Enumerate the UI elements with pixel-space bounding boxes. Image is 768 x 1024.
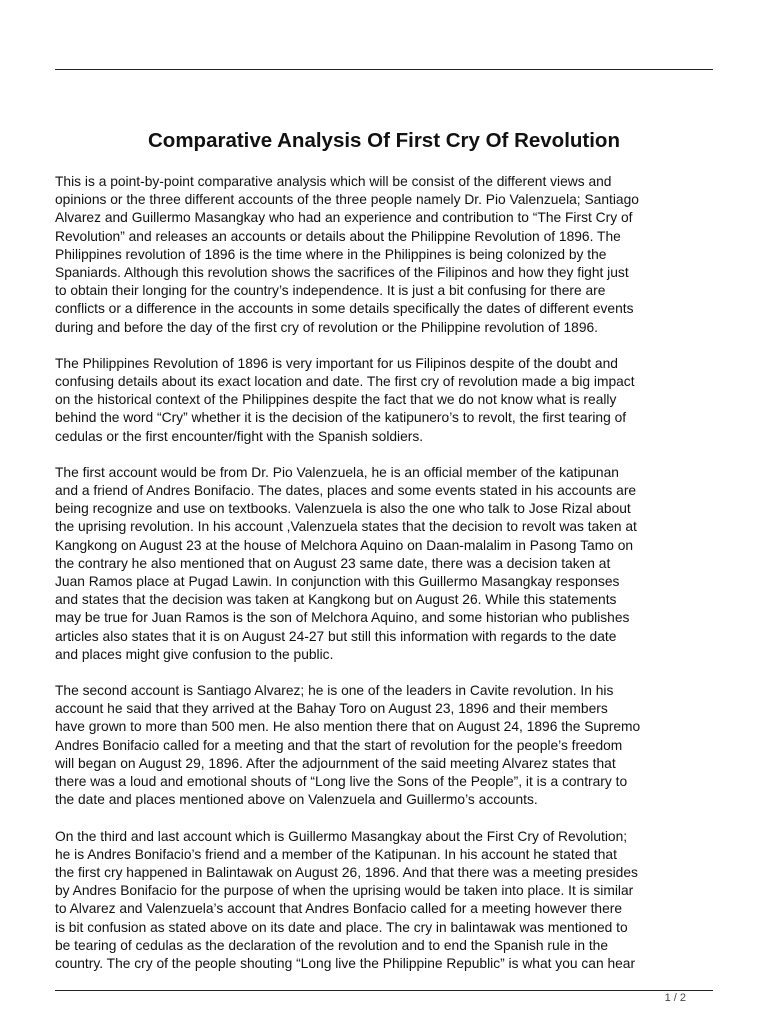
page-indicator: 1 / 2 bbox=[664, 992, 686, 1004]
text-line: have grown to more than 500 men. He also mention there that on August 24, 1896 the Supremo bbox=[55, 719, 641, 735]
text-line: the first cry happened in Balintawak on August 26, 1896. And that there was a meeting presides bbox=[55, 864, 638, 880]
text-line: cedulas or the first encounter/fight with the Spanish soldiers. bbox=[55, 428, 424, 444]
text-line: to Alvarez and Valenzuela’s account that Andres Bonfacio called for a meeting however there bbox=[55, 901, 623, 917]
text-line: he is Andres Bonifacio’s friend and a member of the Katipunan. In his account he stated that bbox=[55, 846, 617, 862]
text-line: the contrary he also mentioned that on August 23 same date, there was a decision taken at bbox=[55, 555, 611, 571]
paragraph-2 bbox=[55, 355, 719, 446]
text-line: Juan Ramos place at Pugad Lawin. In conjunction with this Guillermo Masangkay responses bbox=[55, 574, 620, 590]
text-line: account he said that they arrived at the Bahay Toro on August 23, 1896 and their members bbox=[55, 701, 608, 717]
text-line: and a friend of Andres Bonifacio. The dates, places and some events stated in his accounts are bbox=[55, 483, 637, 499]
text-line: by Andres Bonifacio for the purpose of when the uprising would be taken into place. It is similar bbox=[55, 883, 634, 899]
text-line: Kangkong on August 23 at the house of Melchora Aquino on Daan-malalim in Pasong Tamo on bbox=[55, 537, 634, 553]
paragraph-3 bbox=[55, 464, 719, 664]
text-line: may be true for Juan Ramos is the son of Melchora Aquino, and some historian who publishes bbox=[55, 610, 630, 626]
footer-rule bbox=[55, 990, 713, 991]
text-line: there was a loud and emotional shouts of “Long live the Sons of the People”, it is a contrary to bbox=[55, 774, 628, 790]
document-title: Comparative Analysis Of First Cry Of Revolution bbox=[148, 129, 620, 152]
paragraph-1 bbox=[55, 173, 719, 337]
text-line: confusing details about its exact location and date. The first cry of revolution made a big impact bbox=[55, 374, 635, 390]
text-line: being recognize and use on textbooks. Valenzuela is also the one who talk to Jose Rizal about bbox=[55, 501, 631, 517]
text-line: be tearing of cedulas as the declaration of the revolution and to end the Spanish rule in the bbox=[55, 937, 609, 953]
text-line: articles also states that it is on August 24-27 but still this information with regards to the date bbox=[55, 628, 617, 644]
header-rule bbox=[55, 69, 713, 70]
text-line: Revolution” and releases an accounts or details about the Philippine Revolution of 1896. The bbox=[55, 228, 621, 244]
text-line: is bit confusion as stated above on its date and place. The cry in balintawak was mentioned to bbox=[55, 919, 628, 935]
text-line: On the third and last account which is Guillermo Masangkay about the First Cry of Revolution; bbox=[55, 828, 628, 844]
text-line: the uprising revolution. In his account ,Valenzuela states that the decision to revolt was taken at bbox=[55, 519, 637, 535]
text-line: Philippines revolution of 1896 is the time where in the Philippines is being colonized by the bbox=[55, 246, 607, 262]
text-line: This is a point-by-point comparative analysis which will be consist of the different views and bbox=[55, 174, 612, 189]
text-line: will began on August 29, 1896. After the adjournment of the said meeting Alvarez states that bbox=[55, 755, 616, 771]
text-line: during and before the day of the first cry of revolution or the Philippine revolution of 1896. bbox=[55, 319, 599, 335]
text-line: conflicts or a difference in the accounts in some details specifically the dates of different events bbox=[55, 301, 634, 317]
text-line: The Philippines Revolution of 1896 is very important for us Filipinos despite of the doubt and bbox=[55, 355, 618, 371]
text-line: the date and places mentioned above on Valenzuela and Guillermo’s accounts. bbox=[55, 792, 538, 808]
text-line: and states that the decision was taken at Kangkong but on August 26. While this statements bbox=[55, 592, 617, 608]
text-line: Andres Bonifacio called for a meeting and that the start of revolution for the people’s freedom bbox=[55, 737, 623, 753]
text-line: on the historical context of the Philippines despite the fact that we do not know what is really bbox=[55, 392, 617, 408]
paragraph-4 bbox=[55, 682, 719, 809]
text-line: opinions or the three different accounts of the three people namely Dr. Pio Valenzuela; Santiago bbox=[55, 192, 639, 208]
paragraph-5 bbox=[55, 828, 719, 974]
text-line: Spaniards. Although this revolution shows the sacrifices of the Filipinos and how they fight just bbox=[55, 265, 629, 281]
text-line: The first account would be from Dr. Pio Valenzuela, he is an official member of the katipunan bbox=[55, 464, 619, 480]
text-line: behind the word “Cry” whether it is the decision of the katipunero’s to revolt, the first tearing of bbox=[55, 410, 627, 426]
text-line: Alvarez and Guillermo Masangkay who had an experience and contribution to “The First Cry of bbox=[55, 210, 633, 226]
text-line: country. The cry of the people shouting “Long live the Philippine Republic” is what you can hear bbox=[55, 955, 636, 971]
text-line: The second account is Santiago Alvarez; he is one of the leaders in Cavite revolution. In his bbox=[55, 683, 614, 699]
text-line: and places might give confusion to the public. bbox=[55, 646, 334, 662]
document-body bbox=[55, 173, 719, 991]
text-line: to obtain their longing for the country’s independence. It is just a bit confusing for there are bbox=[55, 283, 606, 299]
